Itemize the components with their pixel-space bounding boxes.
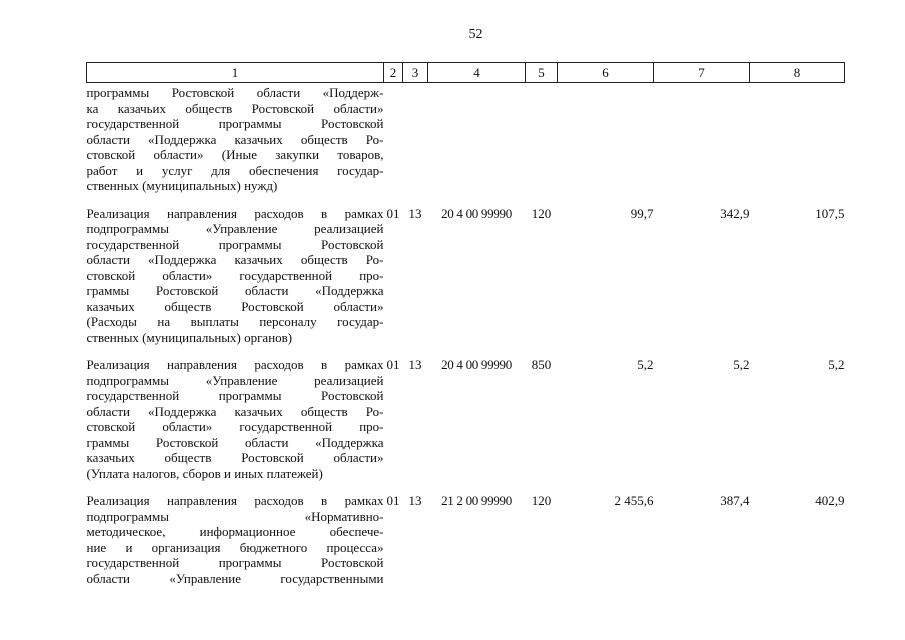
amount-col8: 5,2 xyxy=(828,357,845,372)
amount-col6: 5,2 xyxy=(637,357,654,372)
header-cell: 1 xyxy=(87,63,384,83)
description-line: ственных (муниципальных) нужд) xyxy=(86,178,278,193)
description-cell xyxy=(87,200,384,352)
expense-type-code: 850 xyxy=(531,357,552,372)
section-code xyxy=(384,83,403,200)
description-line: государственной программы Ростовской xyxy=(86,116,384,131)
description-line: подпрограммы «Нормативно- xyxy=(86,508,384,524)
amount-col6: 99,7 xyxy=(630,205,654,221)
amount-col7 xyxy=(654,83,750,200)
table-row xyxy=(87,200,845,352)
amount-col7: 342,9 xyxy=(720,205,750,221)
description-line: государственной программы Ростовской xyxy=(86,555,384,570)
description-line: казачьих обществ Ростовской области» xyxy=(86,298,384,314)
subsection-code: 13 xyxy=(408,205,422,221)
description-line: Реализация направления расходов в рамках xyxy=(86,205,384,221)
target-article-code: 20 4 00 99990 xyxy=(441,205,512,221)
header-cell: 7 xyxy=(654,63,750,83)
header-cell: 4 xyxy=(428,63,526,83)
description-line: государственной программы Ростовской xyxy=(86,388,384,403)
budget-table xyxy=(86,62,845,592)
description-line: области «Поддержка казачьих обществ Ро- xyxy=(86,403,384,419)
subsection-code: 13 xyxy=(408,493,422,508)
description-line: программы Ростовской области «Поддерж- xyxy=(86,85,384,100)
target-article-code xyxy=(428,83,526,200)
amount-col8: 107,5 xyxy=(815,205,845,221)
section-code: 01 xyxy=(386,205,400,221)
description-line: ственных (муниципальных) органов) xyxy=(86,329,293,345)
subsection-code xyxy=(403,83,428,200)
header-cell: 6 xyxy=(558,63,654,83)
amount-col7: 387,4 xyxy=(720,493,750,508)
description-line: граммы Ростовской области «Поддержка xyxy=(86,283,384,298)
description-line: подпрограммы «Управление реализацией xyxy=(86,221,384,236)
section-code: 01 xyxy=(386,357,400,372)
description-cell xyxy=(87,487,384,592)
description-line: Реализация направления расходов в рамках xyxy=(86,493,384,508)
table-row xyxy=(87,487,845,592)
header-cell: 8 xyxy=(750,63,845,83)
description-line: ка казачьих обществ Ростовской области» xyxy=(86,100,384,116)
header-cell: 5 xyxy=(526,63,558,83)
description-line: (Уплата налогов, сборов и иных платежей) xyxy=(86,465,323,481)
header-row xyxy=(87,63,845,83)
description-line: казачьих обществ Ростовской области» xyxy=(86,450,384,465)
amount-col8 xyxy=(750,83,845,200)
amount-col7: 5,2 xyxy=(733,357,750,372)
amount-col6 xyxy=(558,83,654,200)
description-line: методическое, информационное обеспече- xyxy=(86,524,384,539)
description-line: граммы Ростовской области «Поддержка xyxy=(86,434,384,450)
amount-col6: 2 455,6 xyxy=(614,493,654,508)
description-line: подпрограммы «Управление реализацией xyxy=(86,372,384,388)
description-line: области «Поддержка казачьих обществ Ро- xyxy=(86,131,384,147)
section-code: 01 xyxy=(386,493,400,508)
page-number: 52 xyxy=(468,27,483,42)
header-cell: 3 xyxy=(403,63,428,83)
description-line: работ и услуг для обеспечения государ- xyxy=(86,162,384,178)
description-cell xyxy=(87,83,384,200)
target-article-code: 21 2 00 99990 xyxy=(441,493,512,508)
description-line: области «Поддержка казачьих обществ Ро- xyxy=(86,252,384,267)
description-line: Реализация направления расходов в рамках xyxy=(86,357,384,372)
description-line: (Расходы на выплаты персоналу государ- xyxy=(86,314,384,329)
expense-type-code xyxy=(526,83,558,200)
description-cell xyxy=(87,351,384,487)
target-article-code: 20 4 00 99990 xyxy=(441,357,512,372)
description-line: ние и организация бюджетного процесса» xyxy=(86,539,384,555)
amount-col8: 402,9 xyxy=(815,493,845,508)
description-line: стовской области» государственной про- xyxy=(86,419,384,434)
subsection-code: 13 xyxy=(408,357,422,372)
header-cell: 2 xyxy=(384,63,403,83)
expense-type-code: 120 xyxy=(531,493,552,508)
description-line: области «Управление государственными xyxy=(86,570,384,586)
table-row xyxy=(87,351,845,487)
description-line: стовской области» государственной про- xyxy=(86,267,384,283)
description-line: стовской области» (Иные закупки товаров, xyxy=(86,147,384,162)
table-row xyxy=(87,83,845,200)
description-line: государственной программы Ростовской xyxy=(86,236,384,252)
expense-type-code: 120 xyxy=(531,205,552,221)
